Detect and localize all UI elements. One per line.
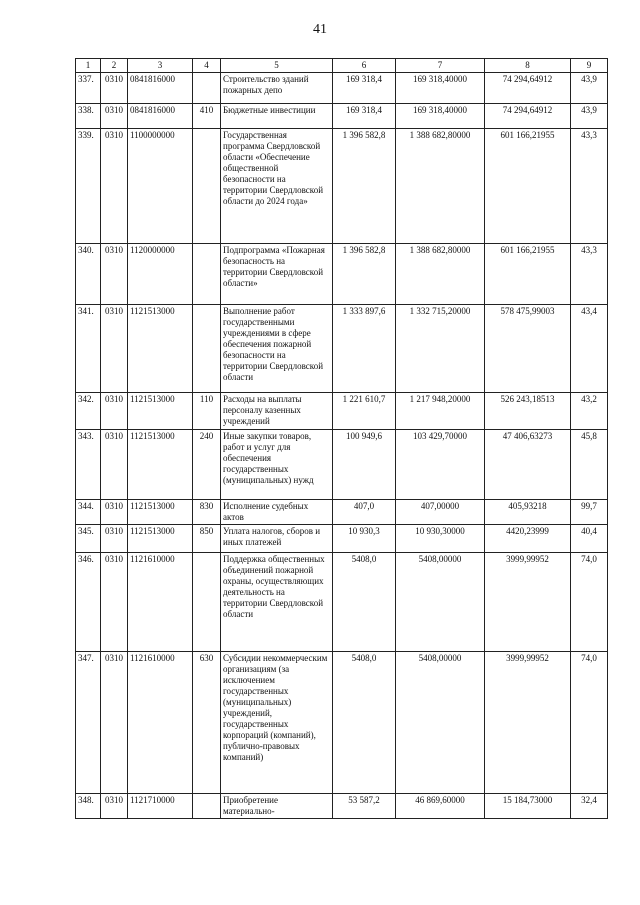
percent-executed: 43,2 — [571, 393, 608, 430]
amount-col-6: 53 587,2 — [333, 794, 396, 819]
row-number: 339. — [76, 129, 101, 244]
item-name: Уплата налогов, сборов и иных платежей — [221, 525, 333, 553]
amount-col-6: 407,0 — [333, 500, 396, 525]
section-code: 0310 — [101, 244, 128, 305]
expense-type-code — [193, 305, 221, 393]
section-code: 0310 — [101, 652, 128, 794]
amount-col-7: 1 388 682,80000 — [396, 129, 485, 244]
expense-type-code: 110 — [193, 393, 221, 430]
expense-type-code — [193, 553, 221, 652]
amount-col-7: 1 217 948,20000 — [396, 393, 485, 430]
row-number: 342. — [76, 393, 101, 430]
amount-col-6: 100 949,6 — [333, 430, 396, 500]
percent-executed: 74,0 — [571, 652, 608, 794]
target-article-code: 1120000000 — [128, 244, 193, 305]
row-number: 341. — [76, 305, 101, 393]
table-row — [76, 553, 608, 652]
section-code: 0310 — [101, 129, 128, 244]
percent-executed: 99,7 — [571, 500, 608, 525]
target-article-code: 0841816000 — [128, 73, 193, 104]
section-code: 0310 — [101, 104, 128, 129]
target-article-code: 1100000000 — [128, 129, 193, 244]
section-code: 0310 — [101, 73, 128, 104]
expense-type-code: 850 — [193, 525, 221, 553]
amount-col-8: 74 294,64912 — [485, 104, 571, 129]
column-header: 4 — [193, 59, 221, 73]
percent-executed: 43,4 — [571, 305, 608, 393]
column-header: 6 — [333, 59, 396, 73]
row-number: 345. — [76, 525, 101, 553]
item-name: Выполнение работ государственными учреждениями в сфере обеспечения пожарной безопасности на территории Свердловской области — [221, 305, 333, 393]
amount-col-6: 1 396 582,8 — [333, 129, 396, 244]
amount-col-8: 15 184,73000 — [485, 794, 571, 819]
column-header: 1 — [76, 59, 101, 73]
expense-type-code: 630 — [193, 652, 221, 794]
amount-col-7: 46 869,60000 — [396, 794, 485, 819]
page-number: 41 — [313, 22, 327, 37]
expense-type-code — [193, 129, 221, 244]
amount-col-6: 1 333 897,6 — [333, 305, 396, 393]
amount-col-7: 5408,00000 — [396, 553, 485, 652]
table-row — [76, 393, 608, 430]
row-number: 347. — [76, 652, 101, 794]
amount-col-7: 103 429,70000 — [396, 430, 485, 500]
row-number: 340. — [76, 244, 101, 305]
item-name: Расходы на выплаты персоналу казенных учреждений — [221, 393, 333, 430]
table-row — [76, 500, 608, 525]
target-article-code: 1121513000 — [128, 525, 193, 553]
target-article-code: 0841816000 — [128, 104, 193, 129]
item-name: Поддержка общественных объединений пожарной охраны, осуществляющих деятельность на территории Свердловской области — [221, 553, 333, 652]
table-row — [76, 652, 608, 794]
row-number: 344. — [76, 500, 101, 525]
expense-type-code — [193, 73, 221, 104]
column-header: 7 — [396, 59, 485, 73]
amount-col-8: 74 294,64912 — [485, 73, 571, 104]
amount-col-6: 5408,0 — [333, 553, 396, 652]
target-article-code: 1121513000 — [128, 305, 193, 393]
percent-executed: 40,4 — [571, 525, 608, 553]
percent-executed: 43,3 — [571, 129, 608, 244]
section-code: 0310 — [101, 393, 128, 430]
target-article-code: 1121710000 — [128, 794, 193, 819]
table-body — [76, 73, 608, 819]
table-row — [76, 430, 608, 500]
amount-col-8: 47 406,63273 — [485, 430, 571, 500]
amount-col-7: 1 388 682,80000 — [396, 244, 485, 305]
amount-col-7: 1 332 715,20000 — [396, 305, 485, 393]
amount-col-6: 1 221 610,7 — [333, 393, 396, 430]
item-name: Подпрограмма «Пожарная безопасность на территории Свердловской области» — [221, 244, 333, 305]
column-header: 3 — [128, 59, 193, 73]
amount-col-6: 10 930,3 — [333, 525, 396, 553]
row-number: 346. — [76, 553, 101, 652]
target-article-code: 1121610000 — [128, 652, 193, 794]
item-name: Исполнение судебных актов — [221, 500, 333, 525]
item-name: Субсидии некоммерческим организациям (за исключением государственных (муниципальных) учреждений, государственных корпораций (компаний), публично-правовых компаний) — [221, 652, 333, 794]
table-row — [76, 104, 608, 129]
table-row — [76, 794, 608, 819]
item-name: Строительство зданий пожарных депо — [221, 73, 333, 104]
expense-type-code — [193, 794, 221, 819]
section-code: 0310 — [101, 305, 128, 393]
row-number: 337. — [76, 73, 101, 104]
column-header: 8 — [485, 59, 571, 73]
amount-col-8: 3999,99952 — [485, 652, 571, 794]
table-row — [76, 525, 608, 553]
percent-executed: 45,8 — [571, 430, 608, 500]
amount-col-7: 5408,00000 — [396, 652, 485, 794]
amount-col-8: 526 243,18513 — [485, 393, 571, 430]
budget-table — [75, 58, 608, 819]
amount-col-7: 169 318,40000 — [396, 73, 485, 104]
expense-type-code: 240 — [193, 430, 221, 500]
amount-col-8: 3999,99952 — [485, 553, 571, 652]
amount-col-6: 169 318,4 — [333, 104, 396, 129]
amount-col-6: 5408,0 — [333, 652, 396, 794]
target-article-code: 1121513000 — [128, 393, 193, 430]
section-code: 0310 — [101, 430, 128, 500]
amount-col-8: 578 475,99003 — [485, 305, 571, 393]
table-row — [76, 244, 608, 305]
expense-type-code: 830 — [193, 500, 221, 525]
amount-col-8: 405,93218 — [485, 500, 571, 525]
table-row — [76, 73, 608, 104]
section-code: 0310 — [101, 553, 128, 652]
item-name: Приобретение материально- — [221, 794, 333, 819]
amount-col-7: 407,00000 — [396, 500, 485, 525]
amount-col-8: 601 166,21955 — [485, 129, 571, 244]
amount-col-6: 169 318,4 — [333, 73, 396, 104]
amount-col-8: 601 166,21955 — [485, 244, 571, 305]
header-row — [76, 59, 608, 73]
section-code: 0310 — [101, 500, 128, 525]
column-header: 2 — [101, 59, 128, 73]
percent-executed: 32,4 — [571, 794, 608, 819]
table-row — [76, 305, 608, 393]
percent-executed: 43,9 — [571, 73, 608, 104]
item-name: Бюджетные инвестиции — [221, 104, 333, 129]
row-number: 338. — [76, 104, 101, 129]
amount-col-6: 1 396 582,8 — [333, 244, 396, 305]
percent-executed: 43,9 — [571, 104, 608, 129]
item-name: Государственная программа Свердловской области «Обеспечение общественной безопасности на территории Свердловской области до 2024 года» — [221, 129, 333, 244]
amount-col-7: 10 930,30000 — [396, 525, 485, 553]
target-article-code: 1121513000 — [128, 500, 193, 525]
row-number: 343. — [76, 430, 101, 500]
target-article-code: 1121513000 — [128, 430, 193, 500]
expense-type-code: 410 — [193, 104, 221, 129]
section-code: 0310 — [101, 525, 128, 553]
percent-executed: 74,0 — [571, 553, 608, 652]
column-header: 5 — [221, 59, 333, 73]
section-code: 0310 — [101, 794, 128, 819]
item-name: Иные закупки товаров, работ и услуг для обеспечения государственных (муниципальных) нужд — [221, 430, 333, 500]
percent-executed: 43,3 — [571, 244, 608, 305]
target-article-code: 1121610000 — [128, 553, 193, 652]
amount-col-8: 4420,23999 — [485, 525, 571, 553]
expense-type-code — [193, 244, 221, 305]
column-header: 9 — [571, 59, 608, 73]
table-row — [76, 129, 608, 244]
row-number: 348. — [76, 794, 101, 819]
amount-col-7: 169 318,40000 — [396, 104, 485, 129]
